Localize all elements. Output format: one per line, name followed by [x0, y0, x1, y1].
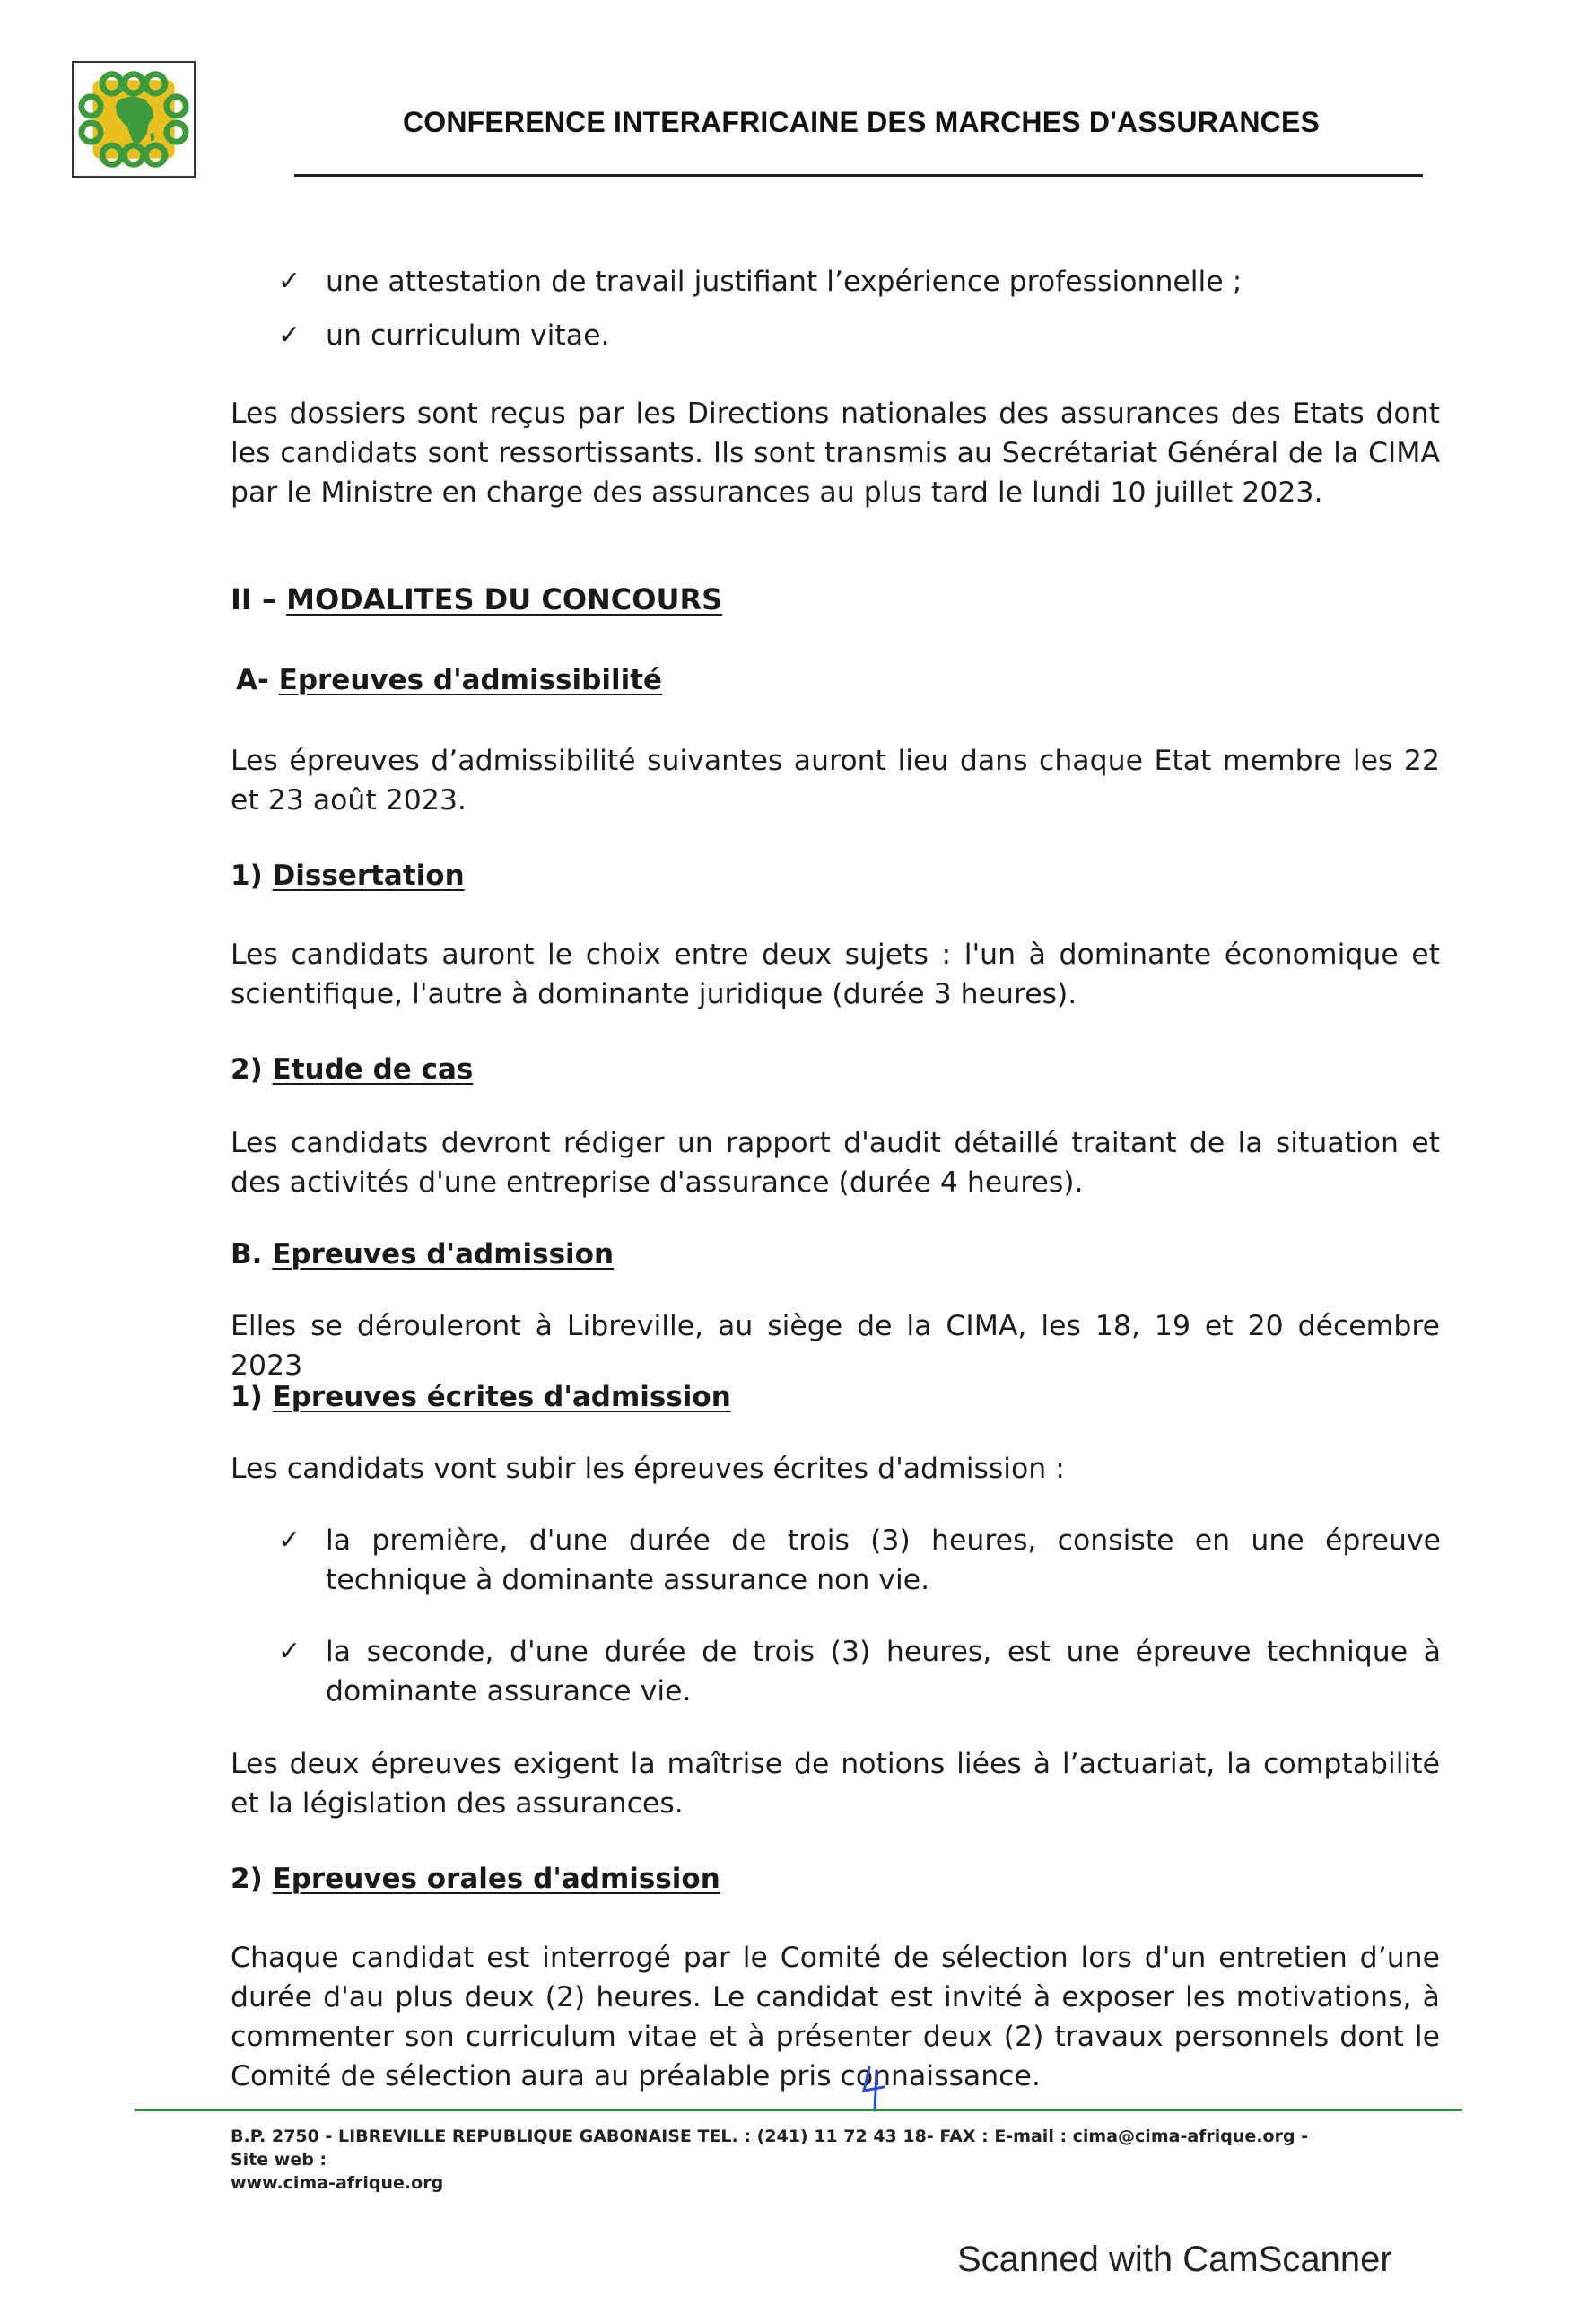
checkmark-icon: ✓	[278, 1524, 301, 1556]
subsection-heading-admission	[231, 1235, 614, 1274]
subheading-dissertation	[231, 856, 465, 895]
checkmark-icon: ✓	[278, 319, 301, 351]
section-prefix: II –	[231, 582, 287, 616]
footer-contact	[231, 2125, 1343, 2195]
list-item	[278, 1521, 1441, 1600]
section-heading-modalites	[231, 580, 722, 619]
subsection-title: Epreuves d'admission	[272, 1238, 615, 1271]
subheading-title: Dissertation	[272, 860, 465, 892]
paragraph-etude-de-cas: Les candidats devront rédiger un rapport d'audit détaillé traitant de la situation et des activités d'une entreprise d'assurance (durée 4 heures).	[231, 1127, 1440, 1199]
list-item-text: la seconde, d'une durée de trois (3) heures, est une épreuve technique à dominante assurance vie.	[326, 1636, 1441, 1707]
header-title: CONFERENCE INTERAFRICAINE DES MARCHES D'ASSURANCES	[402, 106, 1321, 138]
subsection-heading-admissibilite	[236, 660, 662, 700]
list-item-text: une attestation de travail justifiant l’expérience professionnelle ;	[326, 266, 1243, 298]
list-item-text: un curriculum vitae.	[326, 319, 610, 352]
paragraph-dissertation: Les candidats auront le choix entre deux sujets : l'un à dominante économique et scientifique, l'autre à dominante juridique (durée 3 heures).	[231, 939, 1440, 1010]
subheading-title: Etude de cas	[272, 1053, 474, 1086]
cima-logo-icon	[74, 63, 194, 176]
footer-website-line: www.cima-afrique.org	[231, 2173, 444, 2193]
subsection-prefix: B.	[231, 1238, 273, 1271]
subheading-title: Epreuves écrites d'admission	[272, 1381, 731, 1413]
paragraph-orales: Chaque candidat est interrogé par le Comité de sélection lors d'un entretien d’une durée d'au plus deux (2) heures. Le candidat est invité à exposer les motivations, à commenter son curriculum vitae et à présenter deux (2) travaux personnels dont le Comité de sélection aura au préalable pris connaissance.	[231, 1942, 1440, 2092]
subheading-title: Epreuves orales d'admission	[272, 1863, 720, 1895]
checkmark-icon: ✓	[278, 1636, 301, 1667]
subheading-epreuves-ecrites	[231, 1377, 731, 1417]
paragraph-admissibilite: Les épreuves d’admissibilité suivantes auront lieu dans chaque Etat membre les 22 et 23 août 2023.	[231, 745, 1440, 817]
subheading-prefix: 1)	[231, 860, 273, 892]
subheading-prefix: 1)	[231, 1381, 273, 1413]
checkmark-icon: ✓	[278, 266, 301, 297]
handwritten-initials-mark	[857, 2060, 893, 2114]
footer-address-line: B.P. 2750 - LIBREVILLE REPUBLIQUE GABONAISE TEL. : (241) 11 72 43 18- FAX : E-mail : cima@cima-afrique.org - Site web :	[231, 2127, 1309, 2170]
section-title: MODALITES DU CONCOURS	[286, 582, 723, 616]
list-item	[278, 262, 1441, 301]
subsection-prefix: A-	[236, 664, 279, 696]
footer-divider	[135, 2109, 1462, 2111]
paragraph-dossiers: Les dossiers sont reçus par les Directions nationales des assurances des Etats dont les candidats sont ressortissants. Ils sont transmis au Secrétariat Général de la CIMA par le Ministre en charge des assurances au plus tard le lundi 10 juillet 2023.	[231, 397, 1440, 509]
list-item	[278, 316, 1441, 355]
paragraph-admission: Elles se dérouleront à Libreville, au siège de la CIMA, les 18, 19 et 20 décembre 2023	[231, 1310, 1440, 1382]
subheading-epreuves-orales	[231, 1859, 720, 1899]
list-item-text: la première, d'une durée de trois (3) heures, consiste en une épreuve technique à dominante assurance non vie.	[326, 1524, 1441, 1596]
paragraph-notions: Les deux épreuves exigent la maîtrise de notions liées à l’actuariat, la comptabilité et la législation des assurances.	[231, 1748, 1440, 1820]
subheading-prefix: 2)	[231, 1053, 273, 1086]
subheading-etude-de-cas	[231, 1050, 473, 1089]
cima-logo	[72, 61, 196, 178]
subheading-prefix: 2)	[231, 1863, 273, 1895]
camscanner-watermark: Scanned with CamScanner	[957, 2240, 1392, 2279]
subsection-title: Epreuves d'admissibilité	[278, 664, 663, 696]
header-divider	[294, 174, 1423, 177]
paragraph-ecrites: Les candidats vont subir les épreuves écrites d'admission :	[231, 1453, 1065, 1485]
list-item	[278, 1632, 1441, 1711]
